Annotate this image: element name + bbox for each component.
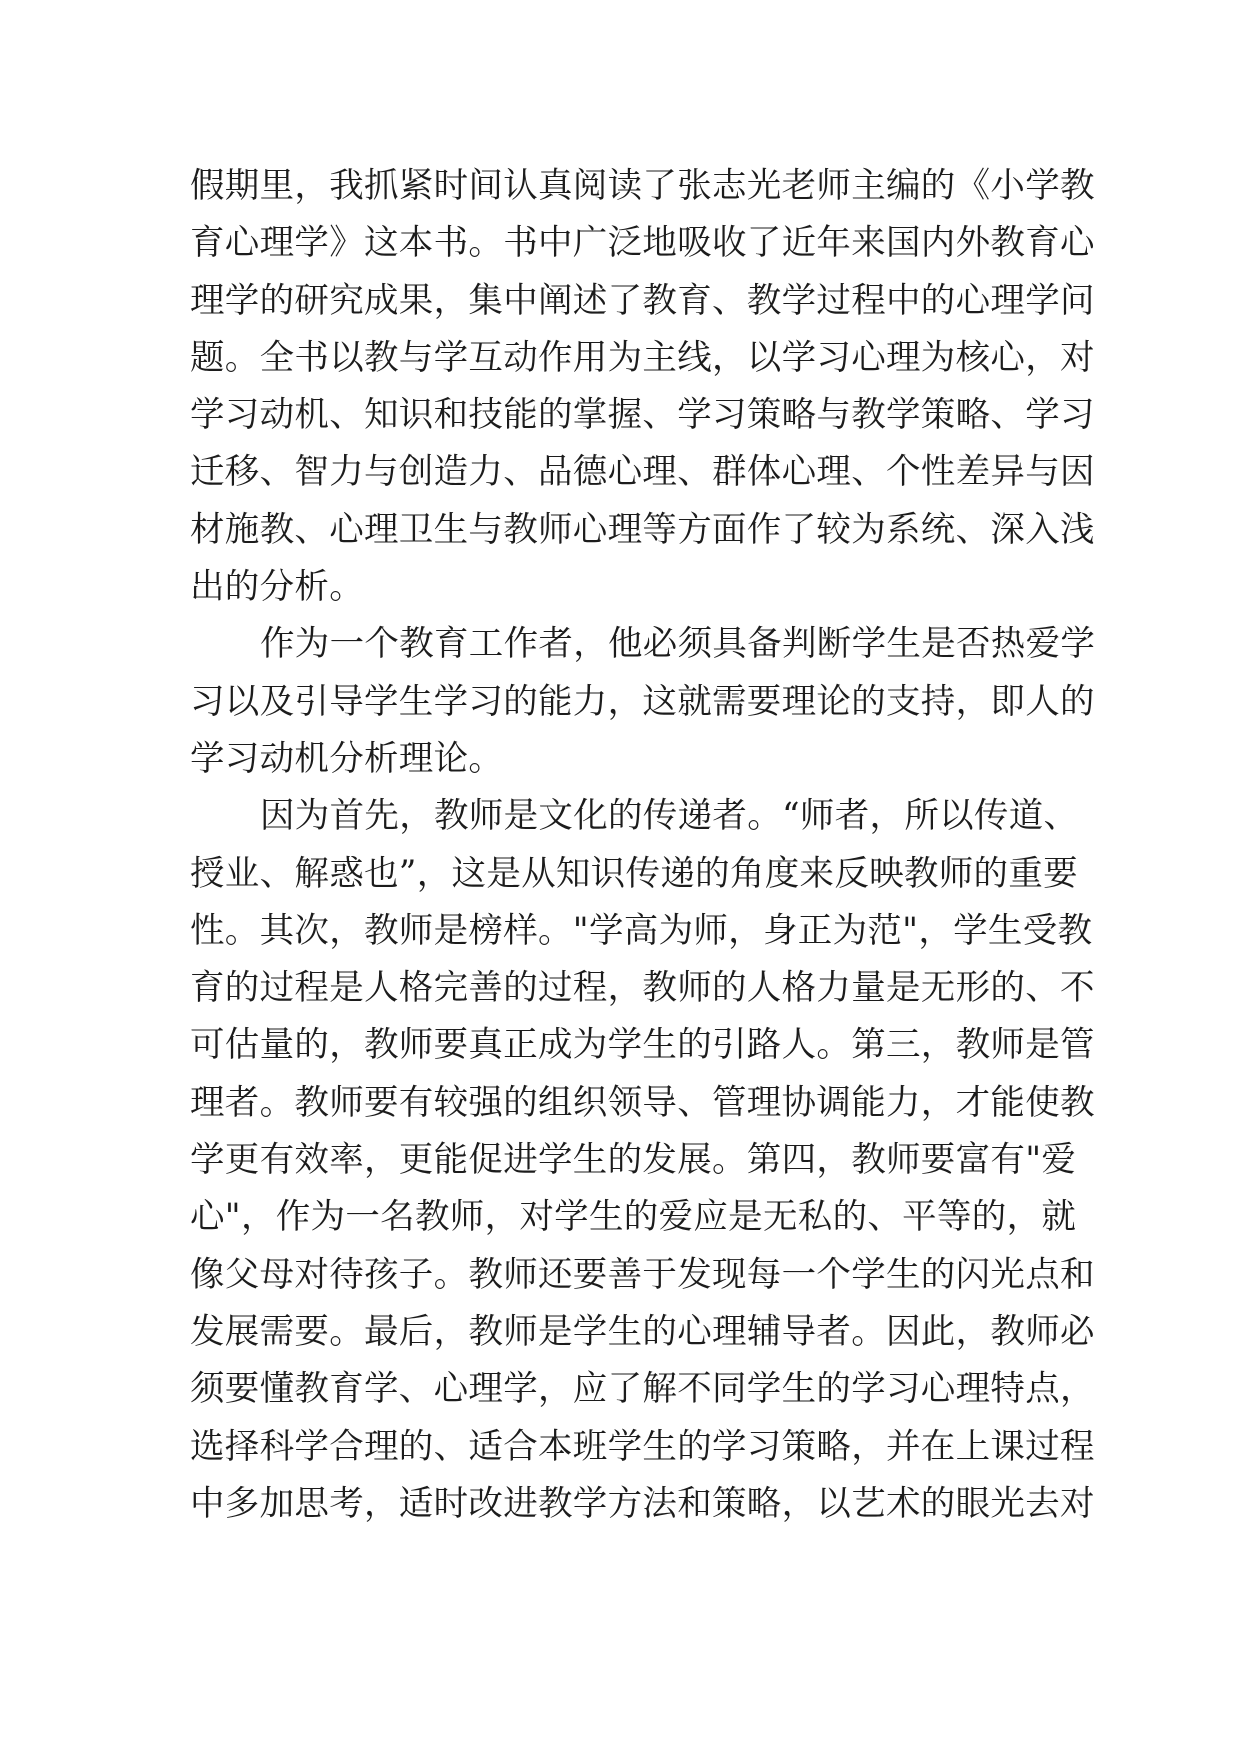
text-line: 心"，作为一名教师，对学生的爱应是无私的、平等的，就 [190,1197,1077,1238]
text-line: 题。全书以教与学互动作用为主线，以学习心理为核心，对 [190,337,1095,378]
text-line: 中多加思考，适时改进教学方法和策略，以艺术的眼光去对 [190,1483,1095,1524]
text-line: 理学的研究成果，集中阐述了教育、教学过程中的心理学问 [190,280,1095,321]
text-line: 发展需要。最后，教师是学生的心理辅导者。因此，教师必 [190,1311,1095,1352]
text-line: 选择科学合理的、适合本班学生的学习策略，并在上课过程 [190,1426,1095,1467]
text-line: 出的分析。 [190,567,364,608]
document-body [190,158,1096,1533]
text-line: 学习动机、知识和技能的掌握、学习策略与教学策略、学习 [190,395,1095,436]
text-line: 授业、解惑也”，这是从知识传递的角度来反映教师的重要 [190,853,1078,894]
text-line: 理者。教师要有较强的组织领导、管理协调能力，才能使教 [190,1082,1095,1123]
text-line: 像父母对待孩子。教师还要善于发现每一个学生的闪光点和 [190,1254,1095,1295]
text-line: 学习动机分析理论。 [190,738,504,779]
text-line: 育心理学》这本书。书中广泛地吸收了近年来国内外教育心 [190,223,1095,264]
paragraph-first-line: 作为一个教育工作者，他必须具备判断学生是否热爱学 [260,624,1096,665]
text-line: 学更有效率，更能促进学生的发展。第四，教师要富有"爱 [190,1140,1077,1181]
paragraph-first-line: 因为首先，教师是文化的传递者。“师者，所以传道、 [260,796,1079,837]
text-line: 习以及引导学生学习的能力，这就需要理论的支持，即人的 [190,681,1095,722]
text-line: 迁移、智力与创造力、品德心理、群体心理、个性差异与因 [190,452,1095,493]
text-line: 可估量的，教师要真正成为学生的引路人。第三，教师是管 [190,1025,1095,1066]
text-line: 假期里，我抓紧时间认真阅读了张志光老师主编的《小学教 [190,166,1095,206]
text-line: 性。其次，教师是榜样。"学高为师，身正为范"，学生受教 [190,910,1093,951]
text-line: 材施教、心理卫生与教师心理等方面作了较为系统、深入浅 [190,509,1095,550]
text-line: 育的过程是人格完善的过程，教师的人格力量是无形的、不 [190,968,1095,1009]
text-line: 须要懂教育学、心理学，应了解不同学生的学习心理特点， [190,1369,1095,1410]
